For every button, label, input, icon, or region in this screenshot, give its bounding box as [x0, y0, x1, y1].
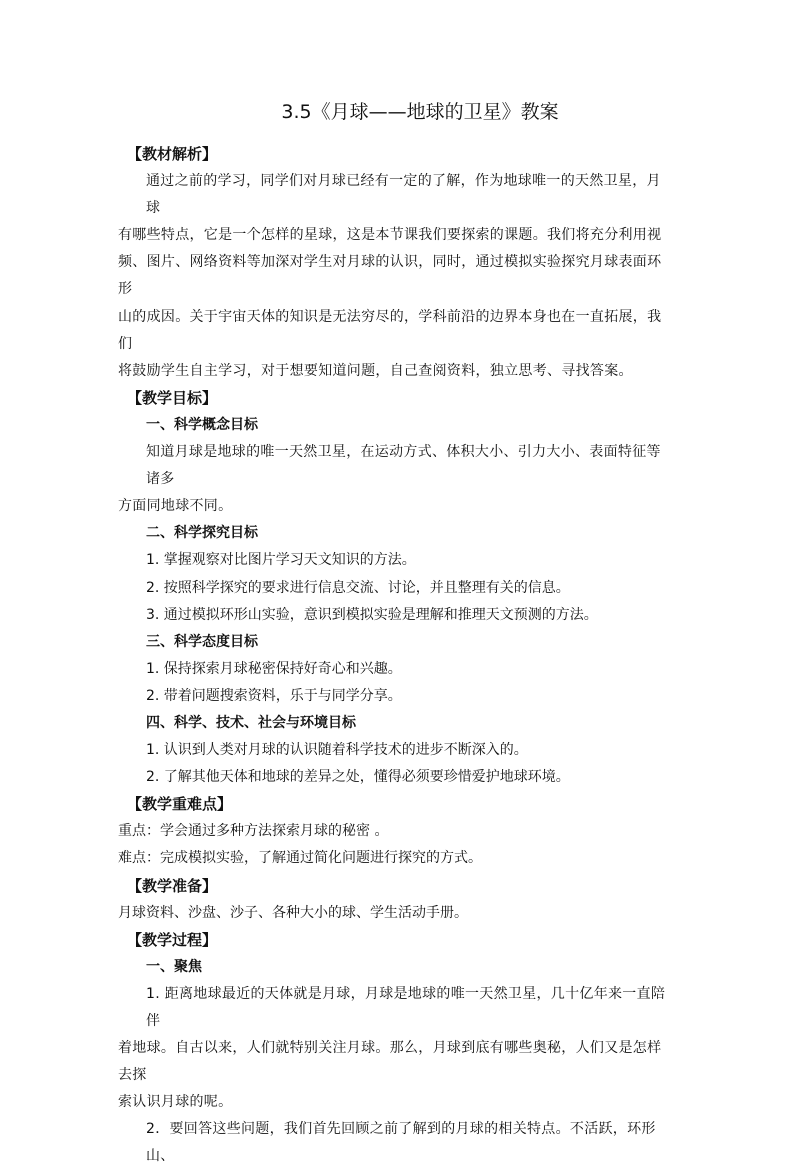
list-item: 1. 认识到人类对月球的认识随着科学技术的进步不断深入的。 [146, 742, 528, 759]
paragraph-line: 索认识月球的呢。 [118, 1094, 233, 1111]
preparation-text: 月球资料、沙盘、沙子、各种大小的球、学生活动手册。 [118, 904, 468, 921]
paragraph-line: 知道月球是地球的唯一天然卫星，在运动方式、体积大小、引力大小、表面特征等诸多 [146, 444, 661, 488]
subheading-sts-goals: 四、科学、技术、社会与环境目标 [146, 714, 356, 731]
list-item: 1. 保持探索月球秘密保持好奇心和兴趣。 [146, 660, 402, 677]
subheading-focus-step: 一、聚焦 [146, 958, 202, 975]
list-item: 2. 按照科学探究的要求进行信息交流、讨论，并且整理有关的信息。 [146, 579, 570, 596]
list-item: 3. 通过模拟环形山实验，意识到模拟实验是理解和推理天文预测的方法。 [146, 606, 598, 623]
paragraph-line: 通过之前的学习，同学们对月球已经有一定的了解，作为地球唯一的天然卫星，月球 [146, 173, 661, 217]
section-heading-process: 【教学过程】 [127, 930, 218, 949]
list-item: 2. 带着问题搜索资料，乐于与同学分享。 [146, 687, 402, 704]
paragraph-line: 着地球。自古以来，人们就特别关注月球。那么，月球到底有哪些奥秘，人们又是怎样去探 [118, 1040, 662, 1084]
paragraph-line: 频、图片、网络资料等加深对学生对月球的认识，同时，通过模拟实验探究月球表面环形 [118, 254, 662, 298]
process-paragraph-2 [118, 1116, 674, 1170]
list-item: 2. 了解其他天体和地球的差异之处，懂得必须要珍惜爱护地球环境。 [146, 769, 570, 786]
focus-point: 重点：学会通过多种方法探索月球的秘密 。 [118, 823, 389, 840]
difficulty-point: 难点：完成模拟实验，了解通过简化问题进行探究的方式。 [118, 850, 482, 867]
concept-paragraph [118, 439, 674, 520]
analysis-paragraph [118, 168, 674, 385]
list-item: 1. 掌握观察对比图片学习天文知识的方法。 [146, 552, 416, 569]
paragraph-line: 2．要回答这些问题，我们首先回顾之前了解到的月球的相关特点。不活跃，环形山、 [146, 1121, 656, 1165]
section-heading-keypoints: 【教学重难点】 [127, 795, 233, 814]
section-heading-analysis: 【教材解析】 [127, 145, 218, 163]
paragraph-line: 1. 距离地球最近的天体就是月球，月球是地球的唯一天然卫星，几十亿年来一直陪伴 [146, 985, 666, 1029]
subheading-attitude-goals: 三、科学态度目标 [146, 633, 258, 650]
document-title: 3.5《月球——地球的卫星》教案 [281, 101, 559, 123]
paragraph-line: 方面同地球不同。 [118, 498, 233, 515]
section-heading-goals: 【教学目标】 [127, 388, 218, 407]
paragraph-line: 山的成因。关于宇宙天体的知识是无法穷尽的，学科前沿的边界本身也在一直拓展，我们 [118, 308, 662, 352]
paragraph-line: 有哪些特点，它是一个怎样的星球，这是本节课我们要探索的课题。我们将充分利用视 [118, 227, 662, 244]
paragraph-line: 将鼓励学生自主学习，对于想要知道问题，自己查阅资料，独立思考、寻找答案。 [118, 362, 633, 379]
document-body [118, 141, 674, 1171]
process-paragraph-1 [118, 981, 674, 1116]
subheading-inquiry-goals: 二、科学探究目标 [146, 525, 258, 542]
section-heading-preparation: 【教学准备】 [127, 876, 218, 895]
subheading-concept-goals: 一、科学概念目标 [146, 416, 258, 433]
